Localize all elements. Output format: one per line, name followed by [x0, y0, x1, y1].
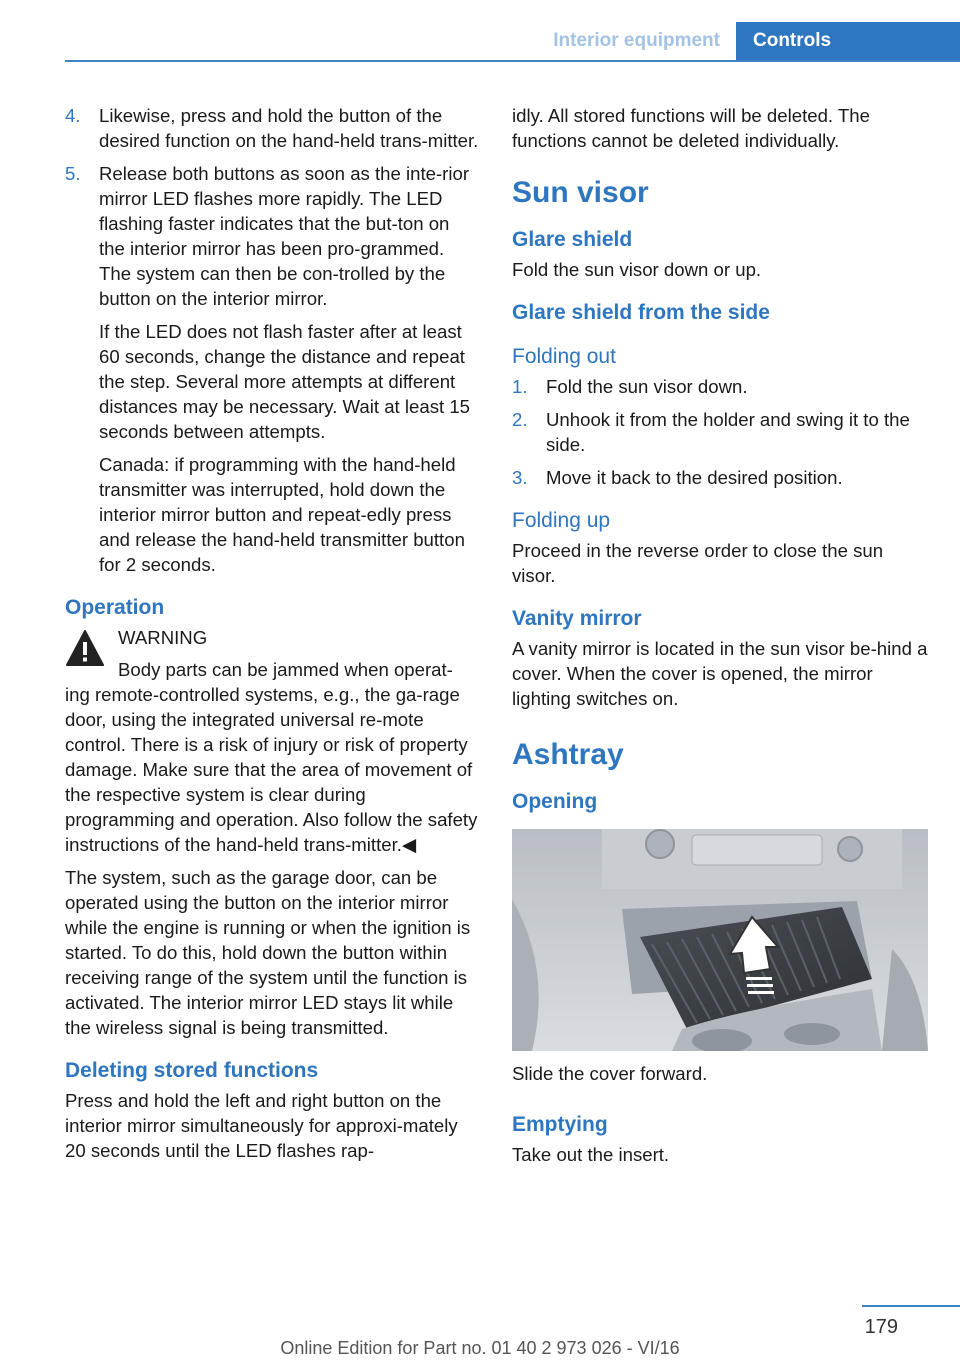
deleting-text: Press and hold the left and right button on the interior mirror simultaneously for approxi-mately 20 seconds until the LED flashes rap-	[65, 1090, 458, 1161]
ashtray-heading: Ashtray	[512, 738, 624, 771]
header-rule	[65, 60, 960, 62]
warning-text: ing remote-controlled systems, e.g., the ga-rage door, using the integrated universal re-mote control. There is a risk of injury or risk of property damage. Make sure that the area of movement of the respective system is clear during programming and operation. Also follow the safety instructions of the hand-held trans-mitter.◀	[65, 684, 478, 855]
opening-caption: Slide the cover forward.	[512, 1063, 708, 1084]
left-column	[65, 103, 480, 1171]
deleting-continued-text: idly. All stored functions will be deleted. The functions cannot be deleted individually.	[512, 105, 870, 151]
step-number: 2.	[512, 409, 528, 430]
step-number: 5.	[65, 163, 81, 184]
footer-rule	[862, 1305, 960, 1307]
header-chapter-tab: Controls	[736, 22, 960, 62]
led-note: If the LED does not flash faster after at least 60 seconds, change the distance and repeat the step. Several more attempts at different distances may be necessary. Wait at least 15 seconds between attempts.	[99, 321, 471, 442]
opening-heading: Opening	[512, 790, 598, 813]
vanity-mirror-heading: Vanity mirror	[512, 607, 642, 630]
warning-block	[65, 625, 480, 682]
warning-triangle-icon	[65, 628, 105, 668]
step-text: Release both buttons as soon as the inte-rior mirror LED flashes more rapidly. The LED flashing faster indicates that the but-ton on the interior mirror has been pro-grammed. The system can then be con-trolled by the button on the interior mirror.	[99, 163, 470, 309]
canada-note: Canada: if programming with the hand-held transmitter was interrupted, hold down the interior mirror button and repeat-edly press and release the hand-held transmitter button for 2 seconds.	[99, 454, 465, 575]
list-item	[65, 161, 480, 311]
folding-up-text: Proceed in the reverse order to close the sun visor.	[512, 540, 884, 586]
folding-up-heading: Folding up	[512, 509, 611, 532]
step-number: 3.	[512, 467, 528, 488]
operation-heading: Operation	[65, 596, 165, 619]
vanity-mirror-text: A vanity mirror is located in the sun visor be-hind a cover. When the cover is opened, the mirror lighting switches on.	[512, 638, 928, 709]
list-item	[65, 103, 480, 153]
step-number: 1.	[512, 376, 528, 397]
step-text: Move it back to the desired position.	[546, 467, 843, 488]
list-item	[512, 465, 928, 490]
sun-visor-heading: Sun visor	[512, 176, 649, 209]
ashtray-illustration	[512, 829, 928, 1051]
warning-label: WARNING	[118, 627, 208, 648]
glare-side-heading: Glare shield from the side	[512, 301, 770, 324]
step-text: Unhook it from the holder and swing it to the side.	[546, 409, 910, 455]
step-text: Likewise, press and hold the button of the desired function on the hand-held trans-mitter.	[99, 105, 479, 151]
page-header	[0, 0, 960, 62]
page-number: 179	[864, 1316, 898, 1338]
list-item	[512, 407, 928, 457]
step-text: Fold the sun visor down.	[546, 376, 748, 397]
glare-shield-heading: Glare shield	[512, 228, 633, 251]
right-column	[512, 103, 928, 1175]
list-item	[512, 374, 928, 399]
glare-shield-text: Fold the sun visor down or up.	[512, 259, 762, 280]
emptying-text: Take out the insert.	[512, 1144, 670, 1165]
programming-steps	[65, 103, 480, 311]
step-number: 4.	[65, 105, 81, 126]
header-section-title: Interior equipment	[553, 30, 720, 51]
operation-text: The system, such as the garage door, can be operated using the button on the interior mirror while the engine is running or when the ignition is started. To do this, hold down the button within receiving range of the system until the function is activated. The interior mirror LED stays lit while the wireless signal is being transmitted.	[65, 867, 471, 1038]
emptying-heading: Emptying	[512, 1113, 608, 1136]
deleting-heading: Deleting stored functions	[65, 1059, 319, 1082]
warning-first-line: Body parts can be jammed when operat-	[118, 659, 453, 680]
folding-out-steps	[512, 374, 928, 490]
footer-edition: Online Edition for Part no. 01 40 2 973 026 - VI/16	[280, 1338, 680, 1358]
folding-out-heading: Folding out	[512, 345, 616, 368]
